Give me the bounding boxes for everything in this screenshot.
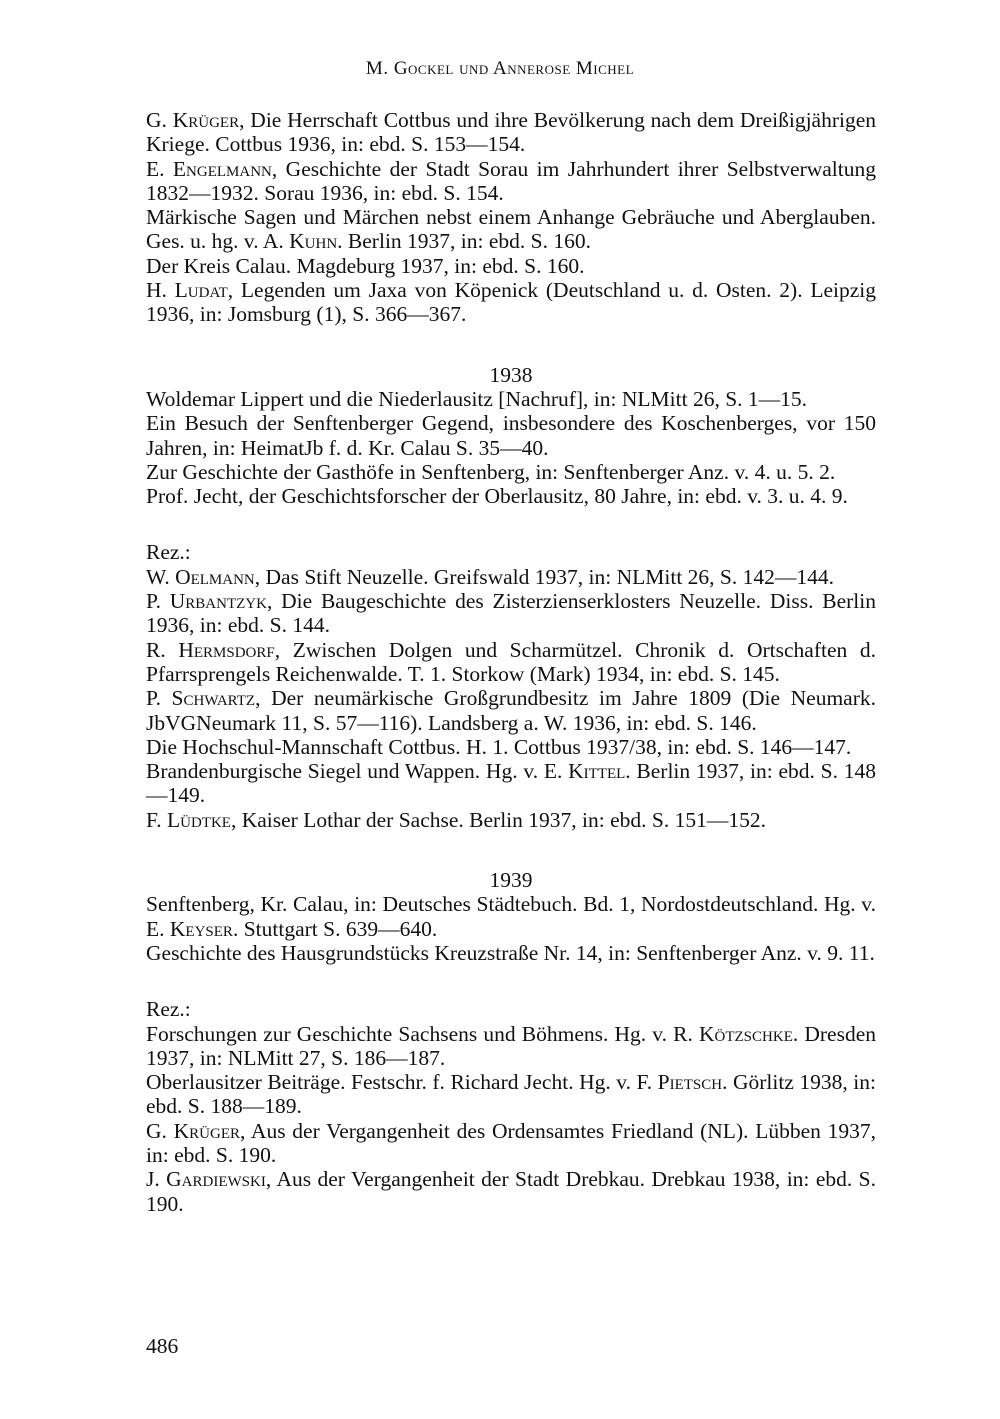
entry-text: Brandenburgische Siegel und Wappen. Hg. v. E.	[146, 759, 569, 784]
entry-text: , Geschichte der Stadt Sorau im Jahrhundert ihrer Selbstverwaltung 1832—1932. Sorau 1936, in: ebd. S. 154.	[146, 156, 876, 205]
bibliography-entry	[146, 157, 876, 206]
entry-text: . Dresden 1937, in: NLMitt 27, S. 186—187.	[146, 1021, 877, 1070]
entry-text: , Zwischen Dolgen und Scharmützel. Chronik d. Ortschaften d. Pfarrsprengels Reichenwalde. T. 1. Storkow (Mark) 1934, in: ebd. S. 145.	[146, 637, 876, 686]
bibliography-body	[146, 108, 876, 1216]
entry-editor: Keyser	[169, 916, 233, 941]
bibliography-entry: Zur Geschichte der Gasthöfe in Senftenberg, in: Senftenberger Anz. v. 4. u. 5. 2.	[146, 459, 836, 484]
reviews-label: Rez.:	[146, 540, 191, 565]
entries-top	[146, 108, 876, 327]
entry-text: Forschungen zur Geschichte Sachsens und Böhmens. Hg. v. R.	[146, 1021, 699, 1046]
entry-text: , Die Herrschaft Cottbus und ihre Bevölkerung nach dem Dreißigjährigen Kriege. Cottbus 1936, in: ebd. S. 153—154.	[146, 108, 877, 157]
entry-text: . Berlin 1937, in: ebd. S. 148—149.	[146, 759, 876, 808]
review-entry	[146, 808, 876, 832]
review-entry	[146, 589, 876, 638]
review-entry	[146, 1167, 876, 1216]
entry-author: P. Urbantzyk	[146, 589, 267, 614]
entry-text: , Die Baugeschichte des Zisterzienserklosters Neuzelle. Diss. Berlin 1936, in: ebd. S. 144.	[146, 589, 876, 638]
entries-1939	[146, 892, 876, 965]
review-entry	[146, 1119, 876, 1168]
review-entry	[146, 1070, 876, 1119]
page-number: 486	[146, 1334, 179, 1358]
year-heading-1939: 1939	[489, 868, 533, 893]
review-entry	[146, 735, 876, 759]
bibliography-entry	[146, 892, 876, 941]
entry-author: P. Schwartz	[146, 686, 256, 711]
year-heading-1938: 1938	[489, 362, 533, 387]
entry-text: , Aus der Vergangenheit der Stadt Drebkau. Drebkau 1938, in: ebd. S. 190.	[146, 1167, 876, 1216]
entry-editor: Kuhn	[289, 229, 338, 254]
entry-text: . Görlitz 1938, in: ebd. S. 188—189.	[146, 1070, 876, 1119]
review-entry	[146, 565, 876, 589]
entry-editor: Kittel	[568, 759, 626, 784]
review-entry	[146, 638, 876, 687]
entry-author: G. Krüger	[146, 108, 240, 132]
entry-text: , Legenden um Jaxa von Köpenick (Deutschland u. d. Osten. 2). Leipzig 1936, in: Jomsburg (1), S. 366—367.	[146, 278, 876, 327]
entry-author: H. Ludat	[146, 278, 228, 303]
entry-author: J. Gardiewski	[146, 1167, 266, 1192]
entry-text: . Berlin 1937, in: ebd. S. 160.	[337, 229, 591, 254]
review-entry	[146, 686, 876, 735]
entry-text: Die Hochschul-Mannschaft Cottbus. H. 1. Cottbus 1937/38, in: ebd. S. 146—147.	[146, 734, 852, 759]
entry-text: Der Kreis Calau. Magdeburg 1937, in: ebd. S. 160.	[146, 253, 585, 278]
entry-editor: Kötzschke	[699, 1021, 793, 1046]
review-entry	[146, 1022, 876, 1071]
entry-text: , Das Stift Neuzelle. Greifswald 1937, in: NLMitt 26, S. 142—144.	[254, 564, 835, 589]
entry-author: G. Krüger	[146, 1118, 240, 1143]
running-head: M. Gockel und Annerose Michel	[365, 58, 635, 79]
entry-author: W. Oelmann	[146, 564, 255, 589]
entry-author: R. Hermsdorf	[146, 637, 275, 662]
entry-text: , Der neumärkische Großgrundbesitz im Jahre 1809 (Die Neumark. JbVGNeumark 11, S. 57—116). Landsberg a. W. 1936, in: ebd. S. 146.	[146, 686, 876, 735]
bibliography-entry	[146, 205, 876, 254]
bibliography-entry: Woldemar Lippert und die Niederlausitz [Nachruf], in: NLMitt 26, S. 1—15.	[146, 386, 808, 411]
entry-text: Oberlausitzer Beiträge. Festschr. f. Richard Jecht. Hg. v. F.	[146, 1070, 658, 1095]
reviews-label: Rez.:	[146, 997, 191, 1022]
bibliography-entry: Geschichte des Hausgrundstücks Kreuzstraße Nr. 14, in: Senftenberger Anz. v. 9. 11.	[146, 940, 875, 965]
reviews-1938	[146, 565, 876, 832]
bibliography-entry	[146, 278, 876, 327]
entry-text: Senftenberg, Kr. Calau, in: Deutsches Städtebuch. Bd. 1, Nordostdeutschland. Hg. v. E.	[146, 892, 876, 941]
entry-author: F. Lüdtke	[146, 807, 231, 832]
entry-text: , Kaiser Lothar der Sachse. Berlin 1937, in: ebd. S. 151—152.	[230, 807, 766, 832]
entry-author: E. Engelmann	[146, 156, 272, 181]
entry-text: . Stuttgart S. 639—640.	[232, 916, 438, 941]
bibliography-entry	[146, 254, 876, 278]
reviews-1939	[146, 1022, 876, 1216]
entry-editor: Pietsch	[657, 1070, 723, 1095]
entry-text: , Aus der Vergangenheit des Ordensamtes Friedland (NL). Lübben 1937, in: ebd. S. 190.	[146, 1118, 876, 1167]
review-entry	[146, 759, 876, 808]
bibliography-entry: Prof. Jecht, der Geschichtsforscher der Oberlausitz, 80 Jahre, in: ebd. v. 3. u. 4. 9.	[146, 484, 848, 509]
bibliography-entry: Ein Besuch der Senftenberger Gegend, insbesondere des Koschenberges, vor 150 Jahren, in: HeimatJb f. d. Kr. Calau S. 35—40.	[146, 411, 876, 460]
bibliography-entry	[146, 108, 876, 157]
entries-1938	[146, 387, 876, 508]
entry-text: Märkische Sagen und Märchen nebst einem Anhange Gebräuche und Aberglauben. Ges. u. hg. v. A.	[146, 205, 876, 254]
